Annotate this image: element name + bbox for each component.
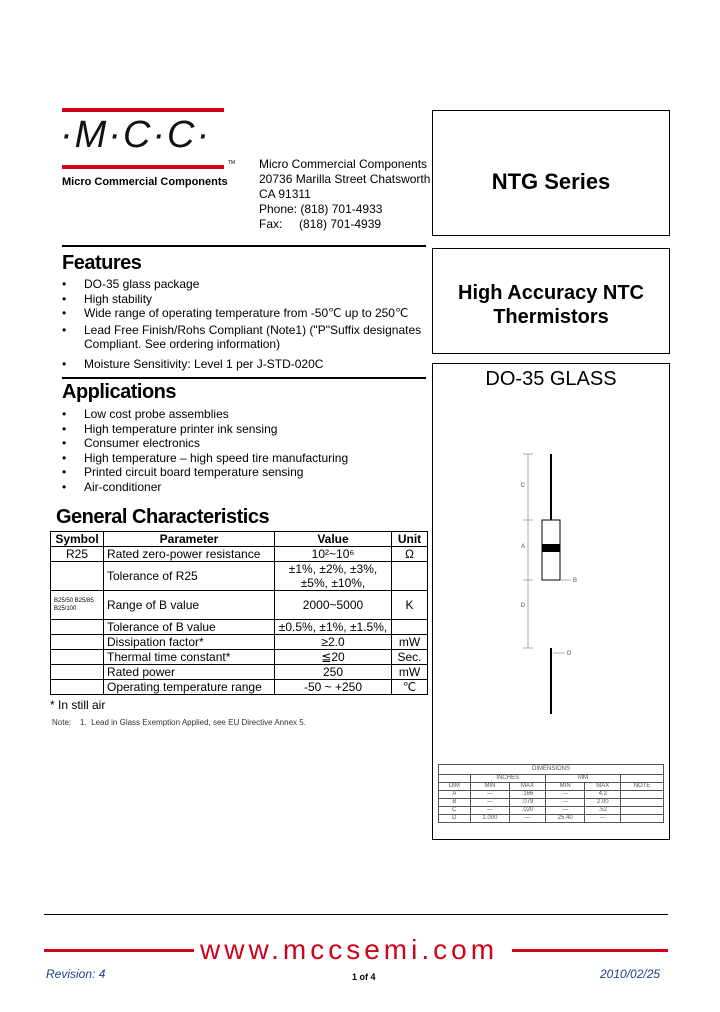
- page-number: 1 of 4: [352, 972, 376, 982]
- cell-symbol: [51, 635, 104, 650]
- product-title-box: [432, 248, 670, 354]
- cell-symbol: [51, 650, 104, 665]
- product-title: [433, 281, 669, 329]
- table-row: [439, 815, 664, 823]
- address-line-3: CA 91311: [259, 187, 311, 201]
- cell-value: ±1%, ±2%, ±3%, ±5%, ±10%,: [275, 562, 392, 591]
- table-cell: B: [439, 799, 471, 807]
- table-row: [51, 650, 428, 665]
- list-item: • Printed circuit board temperature sensing: [62, 465, 422, 480]
- features-rule: [62, 245, 426, 247]
- dim-col-max: MAX: [510, 783, 546, 791]
- table-cell: ---: [545, 791, 585, 799]
- series-title-box: [432, 110, 670, 236]
- col-value: Value: [275, 532, 392, 547]
- table-cell: [621, 799, 664, 807]
- table-row: [439, 807, 664, 815]
- col-symbol: Symbol: [51, 532, 104, 547]
- cell-parameter: Thermal time constant*: [104, 650, 275, 665]
- dimensions-group-row: [439, 775, 664, 783]
- cell-unit: [392, 562, 428, 591]
- table-cell: [621, 807, 664, 815]
- features-heading: Features: [62, 252, 142, 274]
- dimensions-table-wrap: [438, 764, 664, 823]
- series-title: NTG Series: [491, 169, 611, 194]
- cell-value: 10²~10⁶: [275, 547, 392, 562]
- col-unit: Unit: [392, 532, 428, 547]
- lead-note: Note: 1. Lead in Glass Exemption Applied, see EU Directive Annex 5.: [52, 718, 306, 727]
- table-cell: A: [439, 791, 471, 799]
- dim-col-note: NOTE: [621, 783, 664, 791]
- table-cell: ---: [545, 799, 585, 807]
- table-row: [439, 791, 664, 799]
- cell-parameter: Range of B value: [104, 591, 275, 620]
- table-row: [439, 799, 664, 807]
- table-cell: 4.2: [585, 791, 621, 799]
- logo-bottom-bar: [62, 165, 224, 169]
- table-cell: 25.40: [545, 815, 585, 823]
- table-cell: C: [439, 807, 471, 815]
- table-row: [51, 665, 428, 680]
- table-cell: [621, 791, 664, 799]
- cell-symbol: [51, 562, 104, 591]
- dimensions-header-row: [439, 783, 664, 791]
- table-cell: ---: [585, 815, 621, 823]
- list-item: • DO-35 glass package: [62, 277, 422, 292]
- table-cell: .020: [510, 807, 546, 815]
- website-link[interactable]: www.mccsemi.com: [200, 934, 499, 965]
- list-item: • Low cost probe assemblies: [62, 407, 422, 422]
- dim-label-c: C: [520, 483, 525, 489]
- footer-divider: [44, 914, 668, 915]
- address-fax: Fax: (818) 701-4939: [259, 217, 382, 231]
- dim-group-inches: INCHES: [470, 775, 545, 783]
- dim-label-d2: D: [567, 651, 572, 657]
- list-item: • High temperature printer ink sensing: [62, 422, 422, 437]
- footer-red-bar-right: [512, 949, 668, 952]
- revision-label: Revision: 4: [46, 967, 106, 981]
- cell-symbol: [51, 680, 104, 695]
- table-row: [51, 620, 428, 635]
- dimensions-title: DIMENSIONS: [438, 764, 664, 774]
- logo-company-name: Micro Commercial Components: [62, 176, 228, 188]
- cell-symbol: R25: [51, 547, 104, 562]
- applications-heading: Applications: [62, 381, 177, 403]
- table-header-row: [51, 532, 428, 547]
- table-row: [51, 635, 428, 650]
- cell-unit: ℃: [392, 680, 428, 695]
- dim-col-dim: DIM: [439, 783, 471, 791]
- table-cell: ---: [470, 807, 510, 815]
- cell-unit: Ω: [392, 547, 428, 562]
- cell-value: 250: [275, 665, 392, 680]
- cell-unit: mW: [392, 635, 428, 650]
- table-cell: .166: [510, 791, 546, 799]
- table-cell: ---: [545, 807, 585, 815]
- list-item: • High temperature – high speed tire manufacturing: [62, 451, 422, 466]
- cell-value: ≥2.0: [275, 635, 392, 650]
- cell-parameter: Rated zero-power resistance: [104, 547, 275, 562]
- dimensions-table: [438, 774, 664, 823]
- table-cell: 2.00: [585, 799, 621, 807]
- cell-value: ±0.5%, ±1%, ±1.5%,: [275, 620, 392, 635]
- cell-unit: K: [392, 591, 428, 620]
- cathode-band: [542, 544, 560, 552]
- dim-col-max-mm: MAX: [585, 783, 621, 791]
- cell-value: ≦20: [275, 650, 392, 665]
- dim-label-b: B: [573, 578, 578, 584]
- general-characteristics-table: [50, 531, 428, 695]
- dim-label-d: D: [520, 603, 525, 609]
- table-footnote: * In still air: [50, 698, 106, 712]
- table-cell: D: [439, 815, 471, 823]
- company-address: [259, 157, 430, 232]
- list-item: • Wide range of operating temperature from -50℃ up to 250℃: [62, 306, 422, 321]
- table-cell: 1.000: [470, 815, 510, 823]
- cell-parameter: Rated power: [104, 665, 275, 680]
- cell-parameter: Tolerance of R25: [104, 562, 275, 591]
- trademark-sign: TM: [228, 160, 236, 166]
- table-row: [51, 591, 428, 620]
- dim-group-blank-2: [621, 775, 664, 783]
- list-item: • Moisture Sensitivity: Level 1 per J-STD-020C: [62, 357, 422, 372]
- table-cell: .52: [585, 807, 621, 815]
- cell-parameter: Operating temperature range: [104, 680, 275, 695]
- address-line-2: 20736 Marilla Street Chatsworth: [259, 172, 431, 186]
- table-cell: ---: [510, 815, 546, 823]
- dim-group-mm: MM: [545, 775, 620, 783]
- general-heading: General Characteristics: [56, 506, 270, 528]
- list-item: • Consumer electronics: [62, 436, 422, 451]
- cell-symbol: [51, 665, 104, 680]
- revision-date: 2010/02/25: [600, 967, 661, 981]
- table-row: [51, 547, 428, 562]
- dim-label-a: A: [520, 544, 525, 550]
- cell-symbol: B25/50 B25/85 B25/100: [51, 591, 104, 620]
- footer-red-bar-left: [44, 949, 194, 952]
- table-row: [51, 562, 428, 591]
- list-item: • Air-conditioner: [62, 480, 422, 495]
- applications-list: [62, 407, 422, 494]
- table-row: [51, 680, 428, 695]
- table-cell: ---: [470, 799, 510, 807]
- cell-unit: Sec.: [392, 650, 428, 665]
- applications-rule: [62, 377, 426, 379]
- logo-top-bar: [62, 108, 224, 112]
- package-title: DO-35 GLASS: [485, 368, 617, 390]
- table-cell: [621, 815, 664, 823]
- product-title-line-1: High Accuracy NTC: [458, 282, 644, 304]
- dim-col-min-mm: MIN: [545, 783, 585, 791]
- address-line-1: Micro Commercial Components: [259, 157, 428, 171]
- logo-mark: ·M·C·C·: [60, 114, 212, 156]
- cell-value: -50 ~ +250: [275, 680, 392, 695]
- features-list: [62, 277, 422, 371]
- do35-package-drawing: [433, 424, 669, 724]
- address-phone: Phone: (818) 701-4933: [259, 202, 383, 216]
- dim-group-blank: [439, 775, 471, 783]
- product-title-line-2: Thermistors: [493, 306, 609, 328]
- dim-col-min: MIN: [470, 783, 510, 791]
- package-box: [432, 363, 670, 840]
- list-item: • Lead Free Finish/Rohs Compliant (Note1) ("P"Suffix designates Compliant. See ordering information): [62, 323, 422, 352]
- cell-parameter: Dissipation factor*: [104, 635, 275, 650]
- cell-unit: [392, 620, 428, 635]
- col-parameter: Parameter: [104, 532, 275, 547]
- list-item: • High stability: [62, 292, 422, 307]
- table-cell: ---: [470, 791, 510, 799]
- cell-symbol: [51, 620, 104, 635]
- cell-value: 2000~5000: [275, 591, 392, 620]
- table-cell: .079: [510, 799, 546, 807]
- cell-parameter: Tolerance of B value: [104, 620, 275, 635]
- cell-unit: mW: [392, 665, 428, 680]
